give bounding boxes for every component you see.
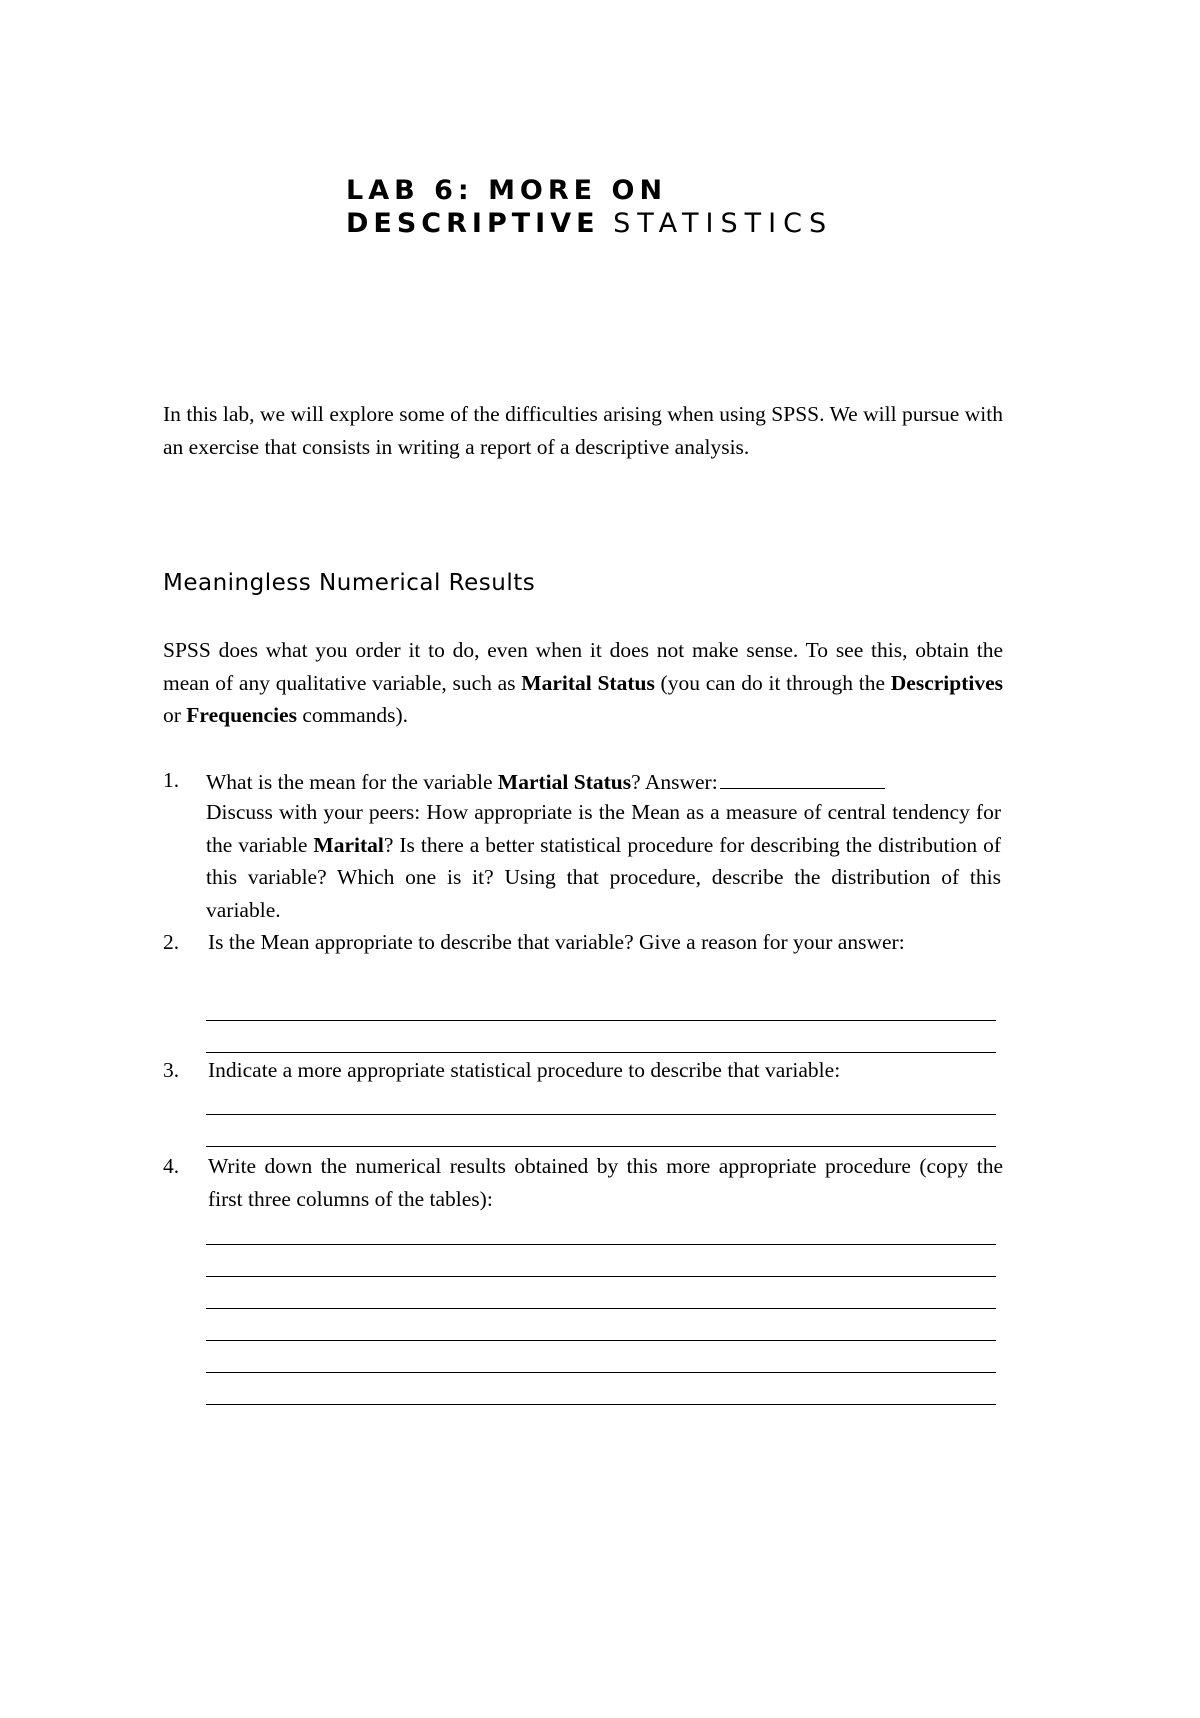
question-2-answer-line-2[interactable] [206, 1052, 996, 1053]
question-2-text: Is the Mean appropriate to describe that variable? Give a reason for your answer: [208, 930, 905, 954]
question-1-answer-blank[interactable] [720, 764, 885, 789]
title-line-2 [346, 207, 833, 240]
title-bold-word: DESCRIPTIVE [346, 208, 600, 239]
intro-paragraph: In this lab, we will explore some of the difficulties arising when using SPSS. We will pursue with an exercise that consists in writing a report of a descriptive analysis. [163, 402, 1003, 459]
discussion-bold-marital: Marital [313, 832, 384, 857]
question-2-number: 2. [163, 930, 180, 954]
question-3-answer-line-1[interactable] [206, 1114, 996, 1115]
question-4-answer-line-1[interactable] [206, 1244, 996, 1245]
question-1-bold-variable: Martial Status [497, 770, 632, 794]
discussion-text-2: ? Is there a better statistical procedure for describing the distribution of this variable? Which one is it? Using that procedure, describe the distribution of this variable. [206, 832, 1001, 922]
question-3-answer-line-2[interactable] [206, 1146, 996, 1147]
title-line-1: LAB 6: MORE ON [346, 175, 668, 206]
section-text-4: commands). [296, 703, 409, 727]
section-heading: Meaningless Numerical Results [163, 570, 536, 596]
section-text-1: SPSS does what you order it to do, even when it does not make sense. To see this, obtain the mean of any qualitative variable, such as [163, 638, 1003, 695]
question-4-answer-line-2[interactable] [206, 1276, 996, 1277]
question-4-answer-line-3[interactable] [206, 1308, 996, 1309]
question-4-answer-line-4[interactable] [206, 1340, 996, 1341]
question-3-text: Indicate a more appropriate statistical procedure to describe that variable: [208, 1058, 841, 1082]
title-plain-word: STATISTICS [613, 208, 834, 239]
question-1-text-a: What is the mean for the variable [206, 770, 498, 794]
question-4-text: Write down the numerical results obtained by this more appropriate procedure (copy the first three columns of the tables): [208, 1154, 1003, 1211]
section-bold-descriptives: Descriptives [890, 670, 1004, 695]
question-2-answer-line-1[interactable] [206, 1020, 996, 1021]
section-text-3: or [163, 703, 187, 727]
section-bold-frequencies: Frequencies [186, 703, 297, 727]
question-1-discussion [206, 796, 1001, 926]
question-1-text-c: ? Answer: [631, 770, 718, 794]
discussion-text-1: Discuss with your peers: How appropriate is the Mean as a measure of central tendency for the variable [206, 800, 1001, 857]
question-1-number: 1. [163, 768, 180, 792]
question-4-answer-line-6[interactable] [206, 1404, 996, 1405]
question-1-text [206, 764, 1001, 799]
section-text-2: (you can do it through the [654, 670, 891, 695]
section-bold-marital-status: Marital Status [521, 670, 655, 695]
section-paragraph [163, 634, 1003, 732]
page-title [346, 174, 833, 240]
question-4-number: 4. [163, 1154, 180, 1178]
question-3-number: 3. [163, 1058, 180, 1082]
question-4-answer-line-5[interactable] [206, 1372, 996, 1373]
